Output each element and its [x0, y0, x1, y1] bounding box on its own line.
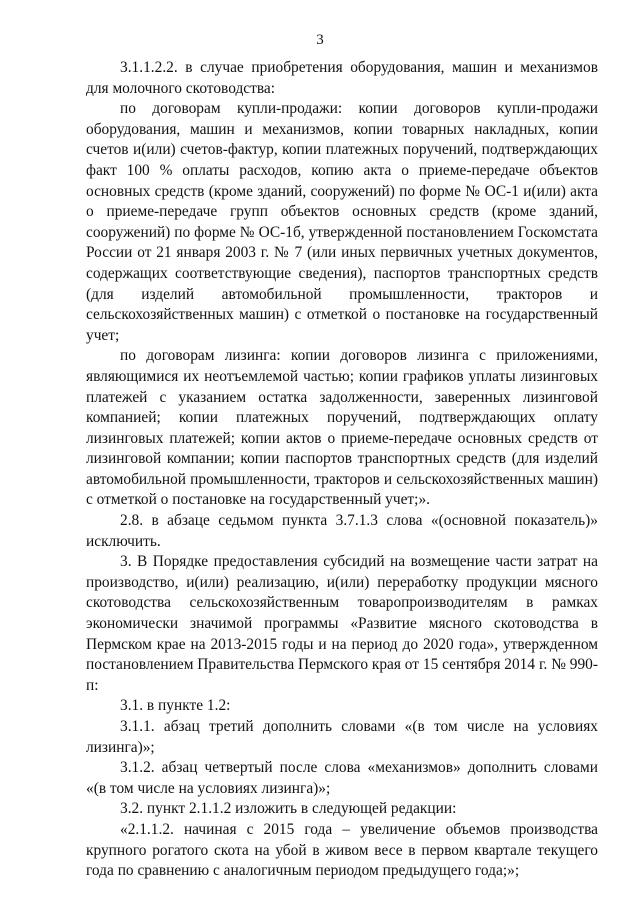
paragraph-3: 3. В Порядке предоставления субсидий на возмещение части затрат на производство, и(или) реализацию, и(или) переработку продукции мясного скотоводства сельскохозяйственным товаропроизводителям в рамках экономически значимой программы «Развитие мясного скотоводства в Пермском крае на 2013-2015 годы и на период до 2020 года», утвержденном постановлением Правительства Пермского края от 15 сентября 2014 г. № 990-п:	[86, 553, 598, 694]
paragraph-3-1-2: 3.1.2. абзац четвертый после слова «механизмов» дополнить словами «(в том числе на условиях лизинга)»;	[86, 759, 598, 797]
paragraph-purchase-contracts: по договорам купли-продажи: копии договоров купли-продажи оборудования, машин и механизмов, копии товарных накладных, копии счетов и(или) счетов-фактур, копии платежных поручений, подтверждающих факт 100 % оплаты расходов, копию акта о приеме-передаче объектов основных средств (кроме зданий, сооружений) по форме № ОС-1 и(или) акта о приеме-передаче групп объектов основных средств (кроме зданий, сооружений) по форме № ОС-1б, утвержденной постановлением Госкомстата России от 21 января 2003 г. № 7 (или иных первичных учетных документов, содержащих соответствующие сведения), паспортов транспортных средств (для изделий автомобильной промышленности, тракторов и сельскохозяйственных машин) с отметкой о постановке на государственный учет;	[86, 100, 598, 344]
paragraph-leasing-contracts: по договорам лизинга: копии договоров лизинга с приложениями, являющимися их неотъемлемой частью; копии графиков уплаты лизинговых платежей с указанием остатка задолженности, заверенных лизинговой компанией; копии платежных поручений, подтверждающих оплату лизинговых платежей; копии актов о приеме-передаче основных средств от лизинговой компании; копии паспортов транспортных средств (для изделий автомобильной промышленности, тракторов и сельскохозяйственных машин) с отметкой о постановке на государственный учет;».	[86, 347, 598, 509]
document-body	[86, 58, 598, 882]
paragraph-3-1-1: 3.1.1. абзац третий дополнить словами «(в том числе на условиях лизинга)»;	[86, 718, 598, 756]
paragraph-3-1: 3.1. в пункте 1.2:	[120, 697, 231, 715]
paragraph-3-1-1-2-2: 3.1.1.2.2. в случае приобретения оборудования, машин и механизмов для молочного скотоводства:	[86, 59, 598, 97]
paragraph-2-1-1-2: «2.1.1.2. начиная с 2015 года – увеличение объемов производства крупного рогатого скота на убой в живом весе в первом квартале текущего года по сравнению с аналогичным периодом предыдущего года;»;	[86, 820, 598, 880]
paragraph-3-2: 3.2. пункт 2.1.1.2 изложить в следующей редакции:	[120, 800, 457, 818]
paragraph-2-8: 2.8. в абзаце седьмом пункта 3.7.1.3 слова «(основной показатель)» исключить.	[86, 512, 598, 550]
page-number: 3	[316, 32, 324, 48]
